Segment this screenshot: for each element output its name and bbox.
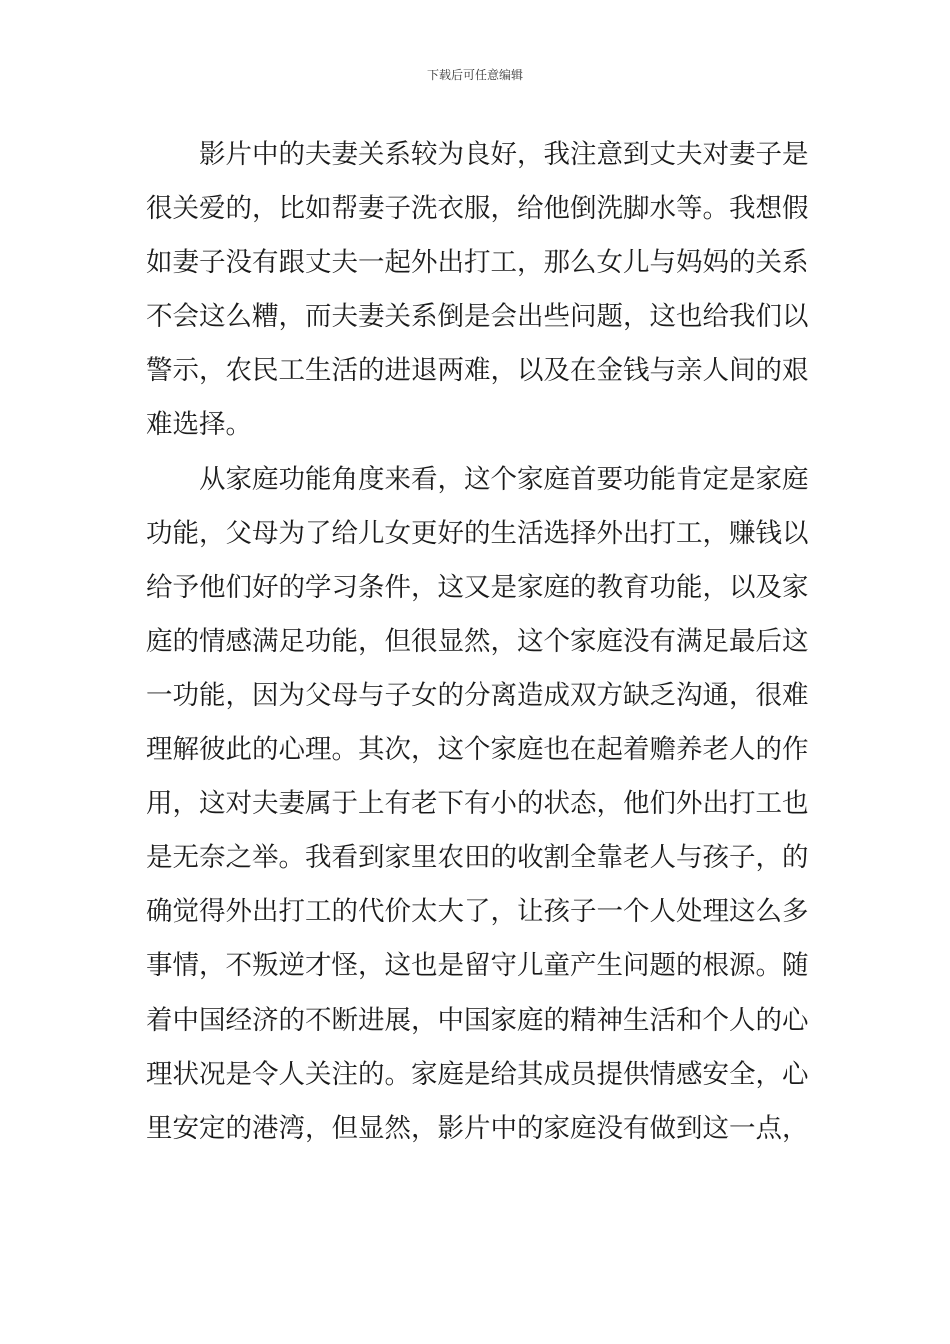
paragraph-2-line: 理状况是令人关注的。家庭是给其成员提供情感安全，心 (146, 1058, 809, 1090)
paragraph-2-line: 从家庭功能角度来看，这个家庭首要功能肯定是家庭 (199, 463, 809, 495)
paragraph-1-line: 影片中的夫妻关系较为良好，我注意到丈夫对妻子是 (199, 139, 809, 170)
paragraph-2-line: 事情，不叛逆才怪，这也是留守儿童产生问题的根源。随 (146, 950, 809, 982)
paragraph-1-line: 不会这么糟，而夫妻关系倒是会出些问题，这也给我们以 (146, 301, 809, 333)
header-note: 下载后可任意编辑 (426, 68, 523, 82)
paragraph-1-line: 很关爱的，比如帮妻子洗衣服，给他倒洗脚水等。我想假 (146, 193, 809, 225)
paragraph-1-line: 如妻子没有跟丈夫一起外出打工，那么女儿与妈妈的关系 (146, 247, 809, 279)
paragraph-2-line: 确觉得外出打工的代价太大了，让孩子一个人处理这么多 (146, 896, 809, 928)
paragraph-2-line: 功能，父母为了给儿女更好的生活选择外出打工，赚钱以 (146, 517, 809, 549)
paragraph-2-line: 给予他们好的学习条件，这又是家庭的教育功能，以及家 (146, 571, 809, 603)
paragraph-2-line: 着中国经济的不断进展，中国家庭的精神生活和个人的心 (146, 1004, 809, 1036)
paragraph-2-line: 用，这对夫妻属于上有老下有小的状态，他们外出打工也 (146, 788, 809, 820)
paragraph-1-line: 难选择。 (146, 409, 252, 441)
paragraph-1-line: 警示，农民工生活的进退两难，以及在金钱与亲人间的艰 (146, 355, 809, 387)
paragraph-2-line: 理解彼此的心理。其次，这个家庭也在起着赡养老人的作 (146, 734, 809, 766)
document-body (146, 128, 808, 1156)
paragraph-2-line: 一功能，因为父母与子女的分离造成双方缺乏沟通，很难 (146, 679, 809, 711)
paragraph-2-line: 里安定的港湾，但显然，影片中的家庭没有做到这一点， (146, 1112, 809, 1144)
paragraph-2-line: 庭的情感满足功能，但很显然，这个家庭没有满足最后这 (146, 625, 809, 657)
paragraph-2-line: 是无奈之举。我看到家里农田的收割全靠老人与孩子，的 (146, 842, 809, 874)
